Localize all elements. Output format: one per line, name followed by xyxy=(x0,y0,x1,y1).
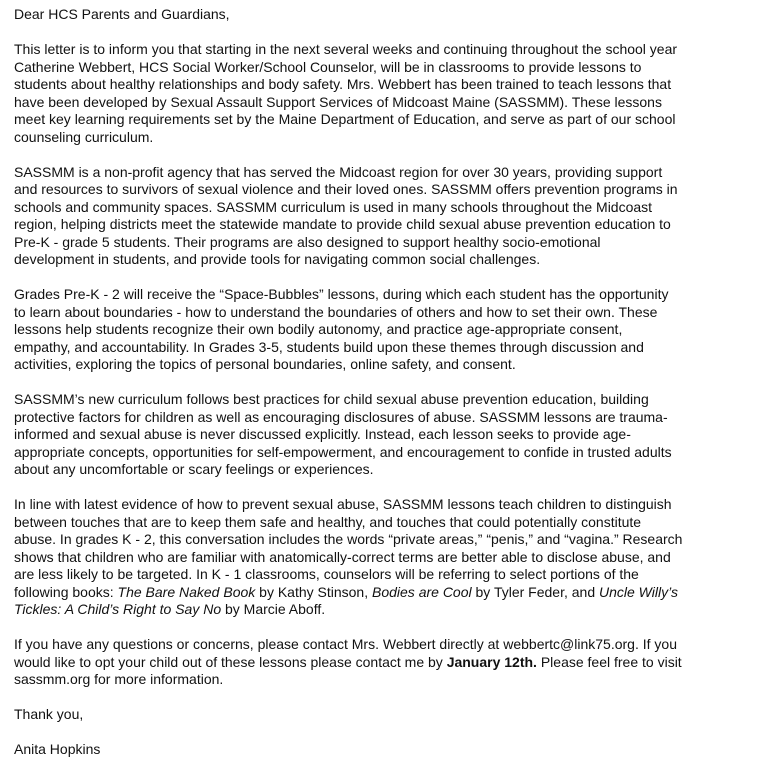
closing xyxy=(14,706,764,724)
book-title: Bodies are Cool xyxy=(372,583,472,600)
text-line: development in students, and provide tools for navigating common social challenges. xyxy=(14,251,541,267)
text-line xyxy=(14,671,764,689)
paragraph-curriculum xyxy=(14,391,764,479)
text-line: Catherine Webbert, HCS Social Worker/School Counselor, will be in classrooms to provide lessons to xyxy=(14,58,642,75)
signature xyxy=(14,741,764,759)
text-line: region, helping districts meet the statewide mandate to provide child sexual abuse prevention education to xyxy=(14,216,671,232)
text-fragment: by Kathy Stinson, xyxy=(255,583,372,600)
text-fragment: would like to opt your child out of these lessons please contact me by xyxy=(14,653,447,670)
text-fragment: for more information. xyxy=(90,671,224,687)
text-line: In line with latest evidence of how to prevent sexual abuse, SASSMM lessons teach children to distinguish xyxy=(14,496,672,512)
text-line xyxy=(14,636,764,654)
text-line: SASSMM’s new curriculum follows best practices for child sexual abuse prevention education, building xyxy=(14,391,649,407)
text-line: schools and community spaces. SASSMM curriculum is used in many schools throughout the Midcoast xyxy=(14,198,653,215)
text-line: have been developed by Sexual Assault Support Services of Midcoast Maine (SASSMM). These lessons xyxy=(14,93,662,110)
website-address: sassmm.org xyxy=(14,671,91,687)
text-line: SASSMM is a non-profit agency that has served the Midcoast region for over 30 years, providing support xyxy=(14,163,663,180)
text-fragment: . If you xyxy=(634,636,677,652)
text-line: students about healthy relationships and body safety. Mrs. Webbert has been trained to teach lessons that xyxy=(14,76,672,92)
text-line: and resources to survivors of sexual violence and their loved ones. SASSMM offers prevention programs in xyxy=(14,181,678,197)
text-line: Grades Pre-K - 2 will receive the “Space-Bubbles” lessons, during which each student has the opportunity xyxy=(14,286,669,302)
book-title: The Bare Naked Book xyxy=(117,583,256,600)
text-line: appropriate concepts, opportunities for self-empowerment, and encouragement to confide in trusted adults xyxy=(14,443,672,460)
text-line: shows that children who are familiar with anatomically-correct terms are better able to disclose abuse, and xyxy=(14,548,671,565)
text-line: protective factors for children as well as encouraging disclosures of abuse. SASSMM lessons are trauma- xyxy=(14,408,668,425)
paragraph-about-sassmm xyxy=(14,164,764,269)
letter-body xyxy=(14,6,764,776)
closing-text: Thank you, xyxy=(14,706,84,722)
text-fragment: Please feel free to visit xyxy=(536,653,682,670)
paragraph-intro xyxy=(14,41,764,146)
signature-name: Anita Hopkins xyxy=(14,741,101,757)
book-title: Uncle Willy’s xyxy=(599,583,678,600)
text-line: Pre-K - grade 5 students. Their programs are also designed to support healthy socio-emotional xyxy=(14,233,601,250)
text-line: to learn about boundaries - how to understand the boundaries of others and how to set their own. These xyxy=(14,303,658,320)
salutation-text: Dear HCS Parents and Guardians, xyxy=(14,6,230,22)
text-line: This letter is to inform you that starting in the next several weeks and continuing throughout the school year xyxy=(14,41,678,57)
paragraph-contact xyxy=(14,636,764,689)
text-line: are less likely to be targeted. In K - 1 classrooms, counselors will be referring to select portions of the xyxy=(14,566,639,582)
text-line xyxy=(14,654,764,672)
book-title: Tickles: A Child’s Right to Say No xyxy=(14,601,222,617)
opt-out-deadline: January 12th. xyxy=(446,653,537,670)
paragraph-grades xyxy=(14,286,764,374)
text-fragment: If you have any questions or concerns, please contact Mrs. Webbert directly at xyxy=(14,636,504,652)
text-fragment: by Tyler Feder, and xyxy=(471,583,599,600)
text-fragment: by Marcie Aboff. xyxy=(221,601,326,617)
text-fragment: following books: xyxy=(14,583,118,600)
text-line: lessons help students recognize their own bodily autonomy, and practice age-appropriate consent, xyxy=(14,321,623,337)
email-address: webbertc@link75.org xyxy=(503,636,635,652)
text-line: counseling curriculum. xyxy=(14,128,154,145)
text-line: about any uncomfortable or scary feelings or experiences. xyxy=(14,461,374,477)
text-line-books xyxy=(14,584,764,602)
paragraph-evidence xyxy=(14,496,764,619)
text-line: activities, exploring the topics of personal boundaries, online safety, and consent. xyxy=(14,356,516,372)
text-line: abuse. In grades K - 2, this conversation includes the words “private areas,” “penis,” and “vagina.” Research xyxy=(14,531,683,547)
text-line: empathy, and accountability. In Grades 3-5, students build upon these themes through discussion and xyxy=(14,338,644,355)
salutation xyxy=(14,6,764,24)
text-line: informed and sexual abuse is never discussed explicitly. Instead, each lesson seeks to provide age- xyxy=(14,426,631,442)
text-line: between touches that are to keep them safe and healthy, and touches that could potentially constitute xyxy=(14,513,642,530)
text-line-books xyxy=(14,601,764,619)
text-line: meet key learning requirements set by the Maine Department of Education, and serve as part of our school xyxy=(14,111,676,127)
